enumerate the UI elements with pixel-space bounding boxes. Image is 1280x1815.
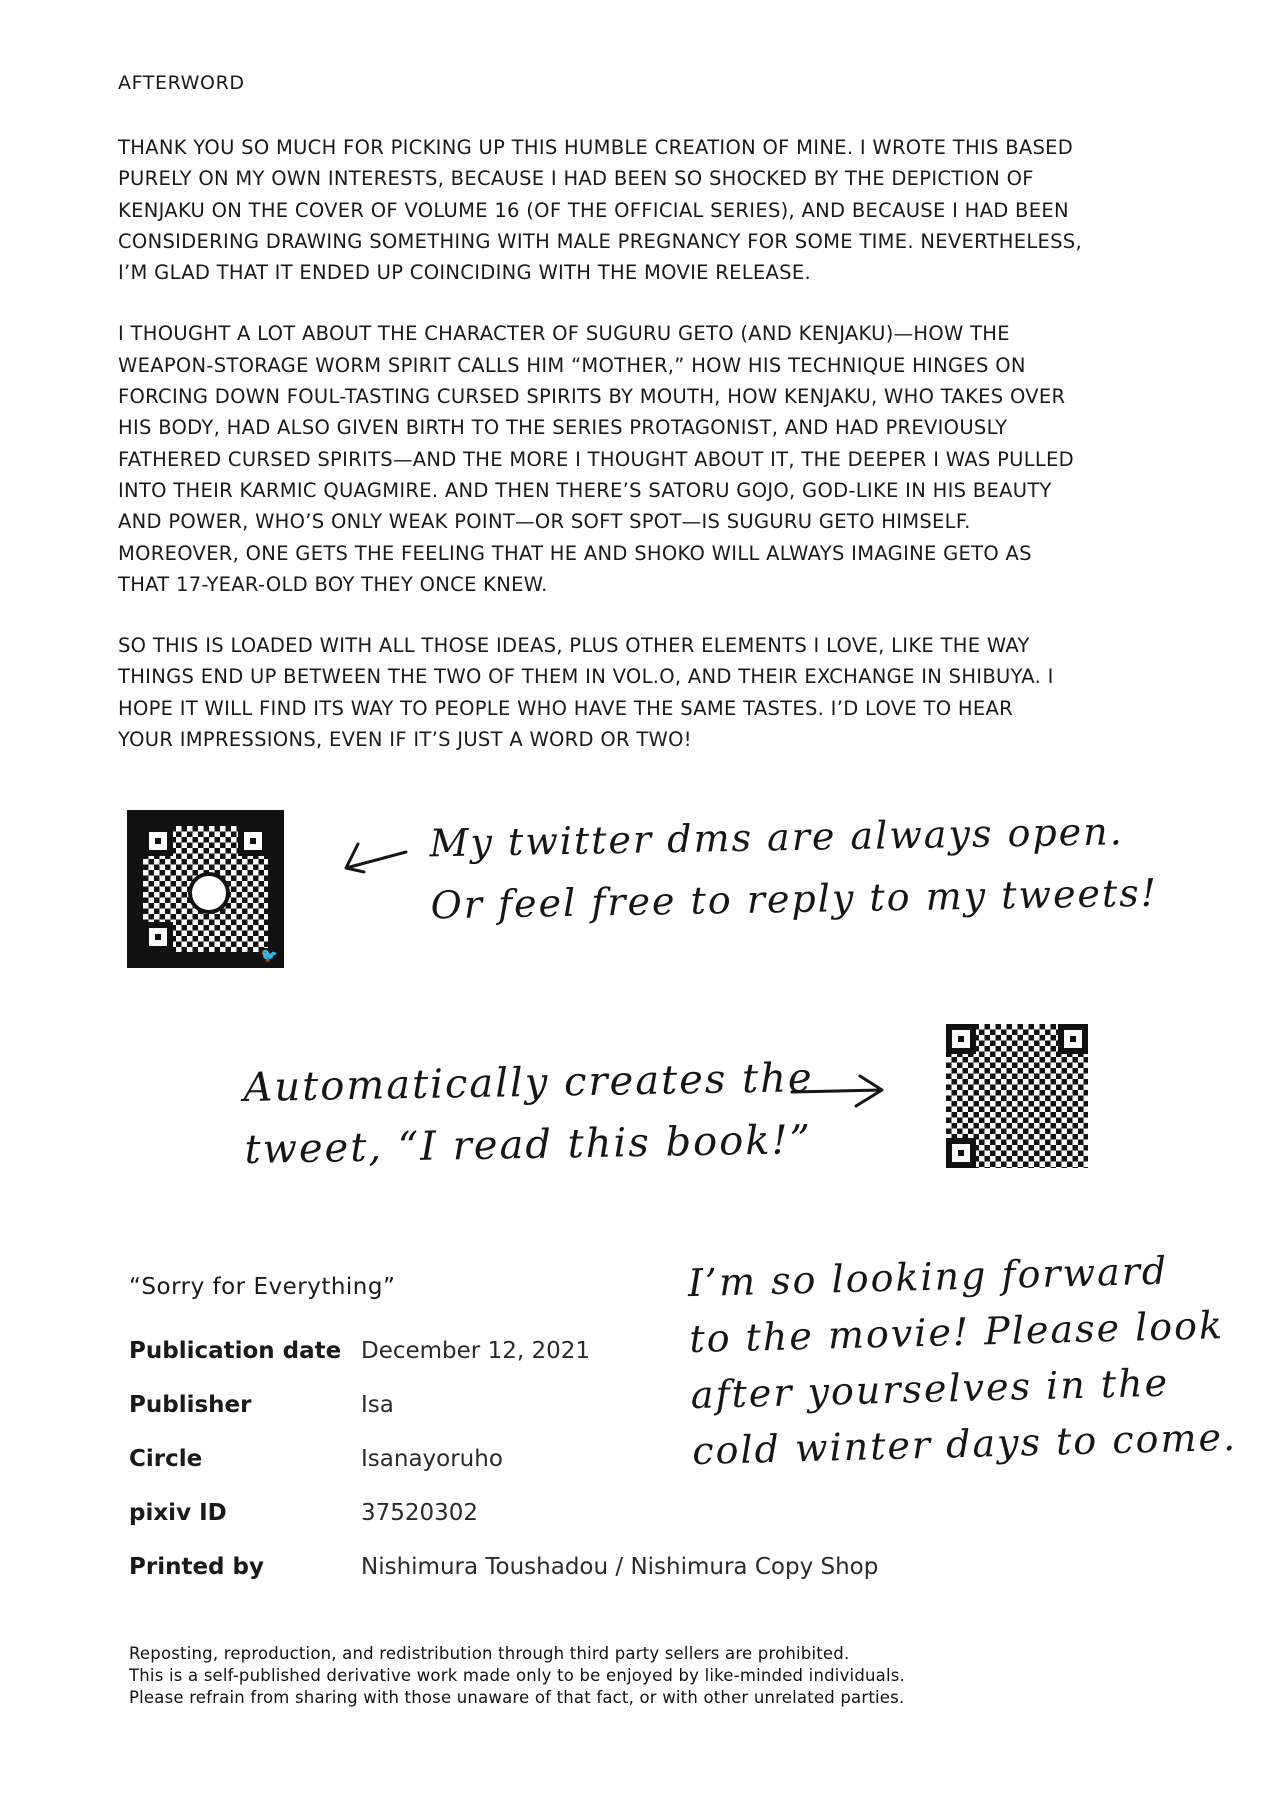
colophon-value: Isanayoruho: [361, 1446, 503, 1472]
notice-line: Please refrain from sharing with those unaware of that fact, or with other unrelated parties.: [129, 1688, 905, 1707]
colophon-label: Printed by: [129, 1554, 264, 1580]
qr-finder-icon: [143, 922, 173, 952]
movie-note: I’m so looking forward to the movie! Please look after yourselves in the cold winter days to come.: [687, 1248, 1238, 1474]
qr-finder-icon: [946, 1024, 976, 1054]
colophon-row: [129, 1324, 878, 1378]
afterword-paragraph: I THOUGHT A LOT ABOUT THE CHARACTER OF SUGURU GETO (AND KENJAKU)—HOW THE WEAPON-STORAGE WORM SPIRIT CALLS HIM “MOTHER,” HOW HIS TECHNIQUE HINGES ON FORCING DOWN FOUL-TASTING CURSED SPIRITS BY MOUTH, HOW KENJAKU, WHO TAKES OVER HIS BODY, HAD ALSO GIVEN BIRTH TO THE SERIES PROTAGONIST, AND HAD PREVIOUSLY FATHERED CURSED SPIRITS—AND THE MORE I THOUGHT ABOUT IT, THE DEEPER I WAS PULLED INTO THEIR KARMIC QUAGMIRE. AND THEN THERE’S SATORU GOJO, GOD-LIKE IN HIS BEAUTY AND POWER, WHO’S ONLY WEAK POINT—OR SOFT SPOT—IS SUGURU GETO HIMSELF. MOREOVER, ONE GETS THE FEELING THAT HE AND SHOKO WILL ALWAYS IMAGINE GETO AS THAT 17-YEAR-OLD BOY THEY ONCE KNEW.: [118, 322, 1074, 596]
afterword-paragraph: THANK YOU SO MUCH FOR PICKING UP THIS HUMBLE CREATION OF MINE. I WROTE THIS BASED PURELY ON MY OWN INTERESTS, BECAUSE I HAD BEEN SO SHOCKED BY THE DEPICTION OF KENJAKU ON THE COVER OF VOLUME 16 (OF THE OFFICIAL SERIES), AND BECAUSE I HAD BEEN CONSIDERING DRAWING SOMETHING WITH MALE PREGNANCY FOR SOME TIME. NEVERTHELESS, I’M GLAD THAT IT ENDED UP COINCIDING WITH THE MOVIE RELEASE.: [118, 136, 1082, 285]
colophon: [129, 1274, 878, 1594]
colophon-row: [129, 1432, 878, 1486]
qr-center-logo-icon: [188, 872, 230, 914]
afterword-body: [118, 132, 1178, 785]
notice-line: This is a self-published derivative work made only to be enjoyed by like-minded individuals.: [129, 1666, 905, 1685]
afterword-paragraph: SO THIS IS LOADED WITH ALL THOSE IDEAS, PLUS OTHER ELEMENTS I LOVE, LIKE THE WAY THINGS END UP BETWEEN THE TWO OF THEM IN VOL.O, AND THEIR EXCHANGE IN SHIBUYA. I HOPE IT WILL FIND ITS WAY TO PEOPLE WHO HAVE THE SAME TASTES. I’D LOVE TO HEAR YOUR IMPRESSIONS, EVEN IF IT’S JUST A WORD OR TWO!: [118, 634, 1054, 752]
afterword-title: AFTERWORD: [118, 72, 245, 94]
qr-finder-icon: [1058, 1024, 1088, 1054]
colophon-label: pixiv ID: [129, 1500, 227, 1526]
qr-finder-icon: [238, 826, 268, 856]
colophon-value: Isa: [361, 1392, 394, 1418]
colophon-label: Publisher: [129, 1392, 252, 1418]
colophon-label: Publication date: [129, 1338, 342, 1364]
qr-finder-icon: [143, 826, 173, 856]
colophon-value: 37520302: [361, 1500, 479, 1526]
copyright-notice: [129, 1643, 905, 1709]
notice-line: Reposting, reproduction, and redistribution through third party sellers are prohibited.: [129, 1644, 850, 1663]
colophon-label: Circle: [129, 1446, 203, 1472]
tweet-note: Automatically creates the tweet, “I read this book!”: [243, 1055, 814, 1173]
twitter-qr-code-icon[interactable]: [127, 810, 284, 968]
twitter-note: My twitter dms are always open. Or feel free to reply to my tweets!: [429, 809, 1159, 928]
hand-drawn-arrow-right-icon: [790, 1070, 890, 1110]
qr-finder-icon: [946, 1138, 976, 1168]
hand-drawn-arrow-left-icon: [338, 838, 408, 878]
colophon-value: December 12, 2021: [361, 1338, 591, 1364]
colophon-value: Nishimura Toushadou / Nishimura Copy Shop: [361, 1554, 879, 1580]
colophon-row: [129, 1540, 878, 1594]
book-title: “Sorry for Everything”: [129, 1274, 396, 1300]
bird-icon: 🐦: [260, 948, 278, 964]
colophon-row: [129, 1378, 878, 1432]
tweet-qr-code-icon[interactable]: [946, 1024, 1088, 1168]
colophon-row: [129, 1486, 878, 1540]
